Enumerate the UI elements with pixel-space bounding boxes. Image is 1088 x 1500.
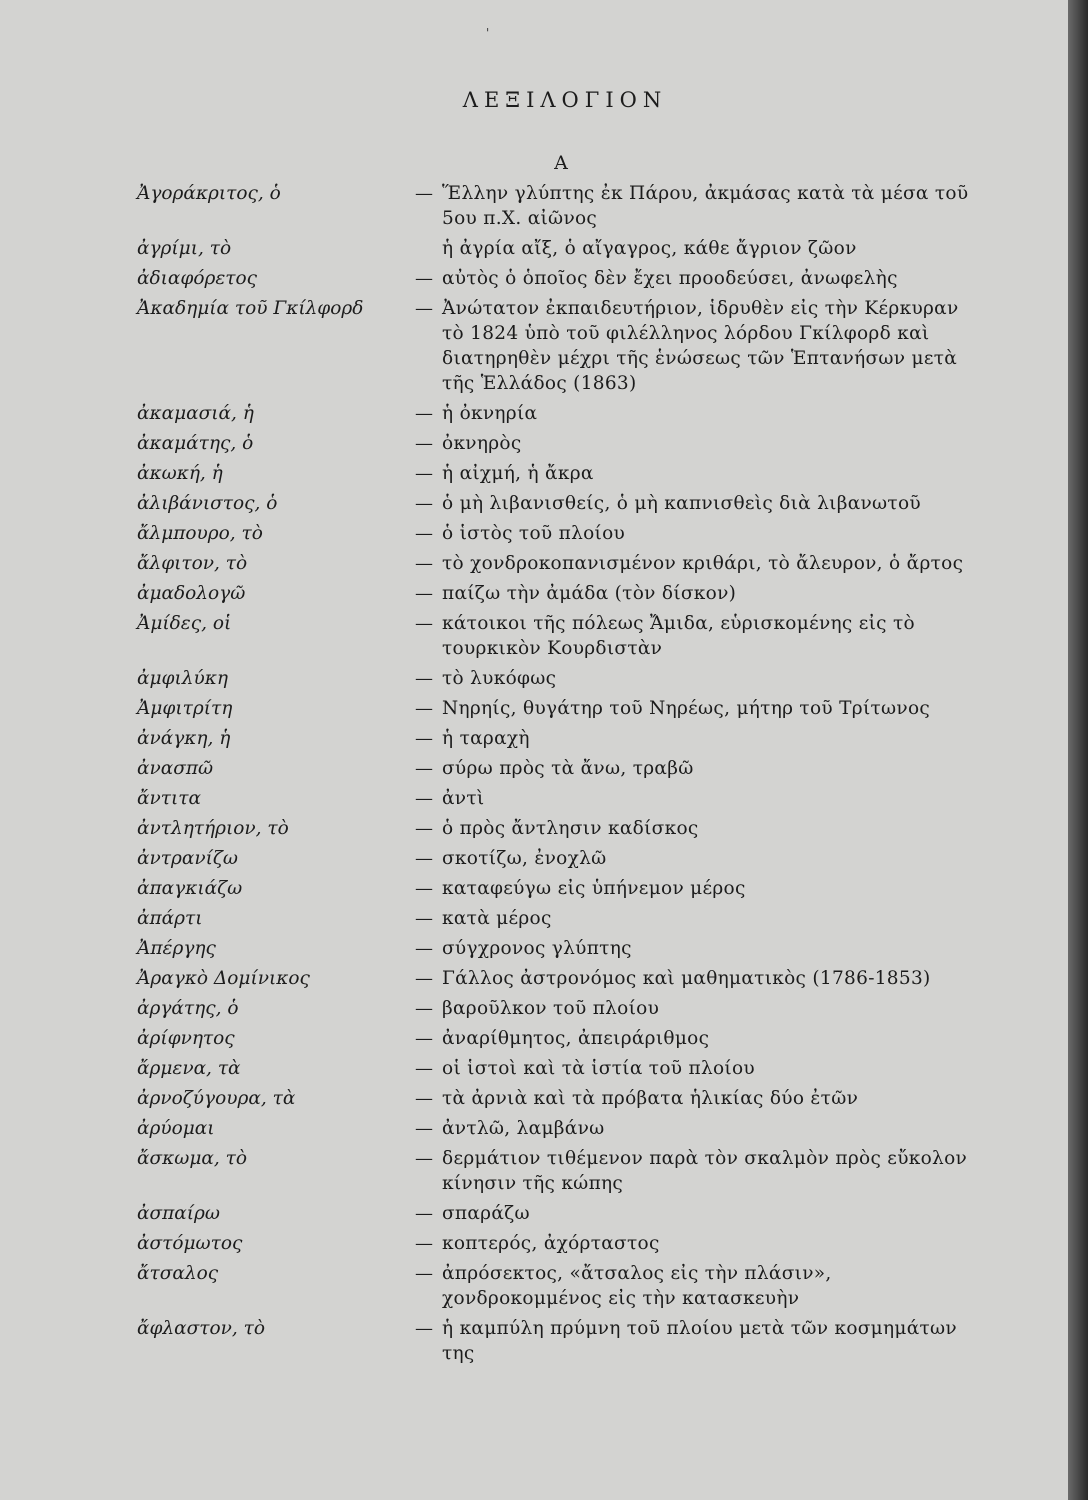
glossary-entry — [0, 966, 1068, 991]
entry-term: ἄτσαλος — [137, 1263, 219, 1284]
entry-dash: — — [415, 668, 433, 689]
glossary-entry — [0, 816, 1068, 841]
entry-definition: ὀκνηρὸς — [442, 433, 522, 454]
entry-term: ἀρίφνητος — [137, 1028, 235, 1049]
entry-definition: καταφεύγω εἰς ὑπήνεμον μέρος — [442, 878, 746, 899]
entry-definition: ἡ ταραχὴ — [442, 728, 530, 749]
entry-term: Ἀκαδημία τοῦ Γκίλφορδ — [137, 298, 364, 319]
entry-dash: — — [415, 1203, 433, 1224]
entry-dash: — — [415, 758, 433, 779]
glossary-entry — [0, 1026, 1068, 1051]
entry-definition: σύγχρονος γλύπτης — [442, 938, 632, 959]
entry-definition: ἀντὶ — [442, 788, 485, 809]
entry-definition: αὐτὸς ὁ ὁποῖος δὲν ἔχει προοδεύσει, ἀνωφελὴς — [442, 268, 898, 289]
entry-definition: ἀναρίθμητος, ἀπειράριθμος — [442, 1028, 710, 1049]
entry-dash: — — [415, 908, 433, 929]
glossary-entry — [0, 996, 1068, 1021]
glossary-entry — [0, 551, 1068, 576]
glossary-entry — [0, 1201, 1068, 1226]
glossary-entry — [0, 666, 1068, 691]
page-title: ΛΕΞΙΛΟΓΙΟΝ — [462, 88, 668, 112]
entry-dash: — — [415, 728, 433, 749]
entry-dash: — — [415, 968, 433, 989]
glossary-entry — [0, 756, 1068, 781]
entry-term: ἀρύομαι — [137, 1118, 215, 1139]
glossary-entry — [0, 1086, 1068, 1111]
entry-dash: — — [415, 1058, 433, 1079]
entry-term: Ἀραγκὸ Δομίνικος — [137, 968, 310, 989]
entry-definition: σκοτίζω, ἐνοχλῶ — [442, 848, 607, 869]
glossary-entry — [0, 906, 1068, 931]
entry-term: ἀνασπῶ — [137, 758, 214, 779]
entry-dash: — — [415, 583, 433, 604]
entry-dash: — — [415, 403, 433, 424]
entry-definition: ἡ καμπύλη πρύμνη τοῦ πλοίου μετὰ τῶν κοσμημάτων της — [442, 1318, 957, 1364]
entry-definition: ἡ αἰχμή, ἡ ἄκρα — [442, 463, 594, 484]
glossary-entry — [0, 1146, 1068, 1196]
entry-dash: — — [415, 1263, 433, 1284]
entry-definition: κοπτερός, ἀχόρταστος — [442, 1233, 660, 1254]
entry-definition: ὁ πρὸς ἄντλησιν καδίσκος — [442, 818, 699, 839]
entry-dash: — — [415, 553, 433, 574]
entry-term: Ἀγοράκριτος, ὁ — [137, 183, 281, 204]
entry-term: ἀπάρτι — [137, 908, 203, 929]
glossary-entry — [0, 521, 1068, 546]
entry-dash: — — [415, 818, 433, 839]
entry-dash: — — [415, 1318, 433, 1339]
entry-dash: — — [415, 848, 433, 869]
entry-dash: — — [415, 433, 433, 454]
entry-term: ἄλφιτον, τὸ — [137, 553, 248, 574]
entry-definition: ὁ μὴ λιβανισθείς, ὁ μὴ καπνισθεὶς διὰ λιβανωτοῦ — [442, 493, 921, 514]
entry-term: ἀλιβάνιστος, ὁ — [137, 493, 278, 514]
entry-definition: οἱ ἱστοὶ καὶ τὰ ἱστία τοῦ πλοίου — [442, 1058, 755, 1079]
entry-term: ἀντρανίζω — [137, 848, 238, 869]
entry-term: ἄφλαστον, τὸ — [137, 1318, 266, 1339]
entry-dash: — — [415, 998, 433, 1019]
entry-term: ἀργάτης, ὁ — [137, 998, 239, 1019]
entry-definition: τὸ χονδροκοπανισμένον κριθάρι, τὸ ἄλευρον, ὁ ἄρτος — [442, 553, 964, 574]
glossary-entry — [0, 181, 1068, 231]
page-edge — [1068, 0, 1088, 1500]
section-letter: Α — [554, 152, 568, 174]
entry-dash: — — [415, 938, 433, 959]
glossary-entry — [0, 1261, 1068, 1311]
entry-definition: ὁ ἱστὸς τοῦ πλοίου — [442, 523, 626, 544]
entry-term: ἀκωκή, ἡ — [137, 463, 223, 484]
entry-term: Ἀπέργης — [137, 938, 216, 959]
entry-dash: — — [415, 523, 433, 544]
entry-term: ἄντιτα — [137, 788, 201, 809]
entry-dash: — — [415, 1088, 433, 1109]
glossary-entry — [0, 696, 1068, 721]
entry-dash: — — [415, 298, 433, 319]
entry-term: Ἀμίδες, οἱ — [137, 613, 232, 634]
entry-term: ἀκαμάτης, ὁ — [137, 433, 254, 454]
entry-definition: κατὰ μέρος — [442, 908, 552, 929]
glossary-entry — [0, 876, 1068, 901]
entry-dash: — — [415, 1118, 433, 1139]
entry-definition: Γάλλος ἀστρονόμος καὶ μαθηματικὸς (1786-1853) — [442, 968, 931, 989]
entry-definition: ἀπρόσεκτος, «ἄτσαλος εἰς τὴν πλάσιν», χονδροκομμένος εἰς τὴν κατασκευὴν — [442, 1263, 832, 1309]
page-mark: ' — [486, 26, 490, 40]
entry-term: ἀγρίμι, τὸ — [137, 238, 232, 259]
entry-dash: — — [415, 463, 433, 484]
entry-term: ἄλμπουρο, τὸ — [137, 523, 263, 544]
glossary-entry — [0, 401, 1068, 426]
entry-term: ἀστόμωτος — [137, 1233, 243, 1254]
entry-term: ἀπαγκιάζω — [137, 878, 243, 899]
entry-dash: — — [415, 698, 433, 719]
entry-term: ἄρμενα, τὰ — [137, 1058, 241, 1079]
entry-dash: — — [415, 1028, 433, 1049]
glossary-entry — [0, 936, 1068, 961]
entry-term: ἀμφιλύκη — [137, 668, 228, 689]
entry-definition: τὸ λυκόφως — [442, 668, 557, 689]
glossary-entry — [0, 296, 1068, 396]
entry-term: ἀνάγκη, ἡ — [137, 728, 231, 749]
entry-definition: κάτοικοι τῆς πόλεως Ἄμιδα, εὑρισκομένης εἰς τὸ τουρκικὸν Κουρδιστὰν — [442, 613, 915, 659]
entry-definition: Ἀνώτατον ἐκπαιδευτήριον, ἱδρυθὲν εἰς τὴν Κέρκυραν τὸ 1824 ὑπὸ τοῦ φιλέλληνος λόρδου Γκίλφορδ καὶ διατηρηθὲν μέχρι τῆς ἑνώσεως τῶν Ἑπτανήσων μετὰ τῆς Ἑλλάδος (1863) — [442, 298, 959, 394]
glossary-list — [0, 181, 1068, 1371]
entry-term: ἄσκωμα, τὸ — [137, 1148, 247, 1169]
entry-definition: βαροῦλκον τοῦ πλοίου — [442, 998, 660, 1019]
entry-definition: σύρω πρὸς τὰ ἄνω, τραβῶ — [442, 758, 694, 779]
glossary-entry — [0, 491, 1068, 516]
entry-dash: — — [415, 878, 433, 899]
entry-definition: τὰ ἀρνιὰ καὶ τὰ πρόβατα ἡλικίας δύο ἐτῶν — [442, 1088, 859, 1109]
entry-definition: δερμάτιον τιθέμενον παρὰ τὸν σκαλμὸν πρὸς εὔκολον κίνησιν τῆς κώπης — [442, 1148, 968, 1194]
entry-definition: ἡ ὀκνηρία — [442, 403, 538, 424]
entry-term: ἀδιαφόρετος — [137, 268, 258, 289]
entry-definition: ἀντλῶ, λαμβάνω — [442, 1118, 605, 1139]
glossary-entry — [0, 611, 1068, 661]
glossary-entry — [0, 431, 1068, 456]
glossary-entry — [0, 1231, 1068, 1256]
entry-definition: ἡ ἀγρία αἴξ, ὁ αἴγαγρος, κάθε ἄγριον ζῶον — [442, 238, 857, 259]
entry-definition: Νηρηίς, θυγάτηρ τοῦ Νηρέως, μήτηρ τοῦ Τρίτωνος — [442, 698, 931, 719]
entry-dash: — — [415, 183, 433, 204]
entry-term: ἀρνοζύγουρα, τὰ — [137, 1088, 296, 1109]
glossary-entry — [0, 266, 1068, 291]
glossary-entry — [0, 1316, 1068, 1366]
entry-term: ἀμαδολογῶ — [137, 583, 246, 604]
entry-dash: — — [415, 1148, 433, 1169]
glossary-entry — [0, 1116, 1068, 1141]
entry-term: ἀσπαίρω — [137, 1203, 220, 1224]
entry-dash: — — [415, 613, 433, 634]
entry-definition: Ἕλλην γλύπτης ἐκ Πάρου, ἀκμάσας κατὰ τὰ μέσα τοῦ 5ου π.Χ. αἰῶνος — [442, 183, 969, 229]
glossary-entry — [0, 461, 1068, 486]
entry-definition: παίζω τὴν ἀμάδα (τὸν δίσκον) — [442, 583, 737, 604]
glossary-entry — [0, 581, 1068, 606]
glossary-entry — [0, 846, 1068, 871]
entry-dash: — — [415, 788, 433, 809]
entry-term: ἀντλητήριον, τὸ — [137, 818, 289, 839]
entry-definition: σπαράζω — [442, 1203, 530, 1224]
glossary-entry — [0, 786, 1068, 811]
entry-dash: — — [415, 493, 433, 514]
glossary-entry — [0, 236, 1068, 261]
glossary-entry — [0, 726, 1068, 751]
entry-term: ἀκαμασιά, ἡ — [137, 403, 254, 424]
entry-dash: — — [415, 1233, 433, 1254]
glossary-entry — [0, 1056, 1068, 1081]
entry-term: Ἀμφιτρίτη — [137, 698, 233, 719]
entry-dash: — — [415, 268, 433, 289]
